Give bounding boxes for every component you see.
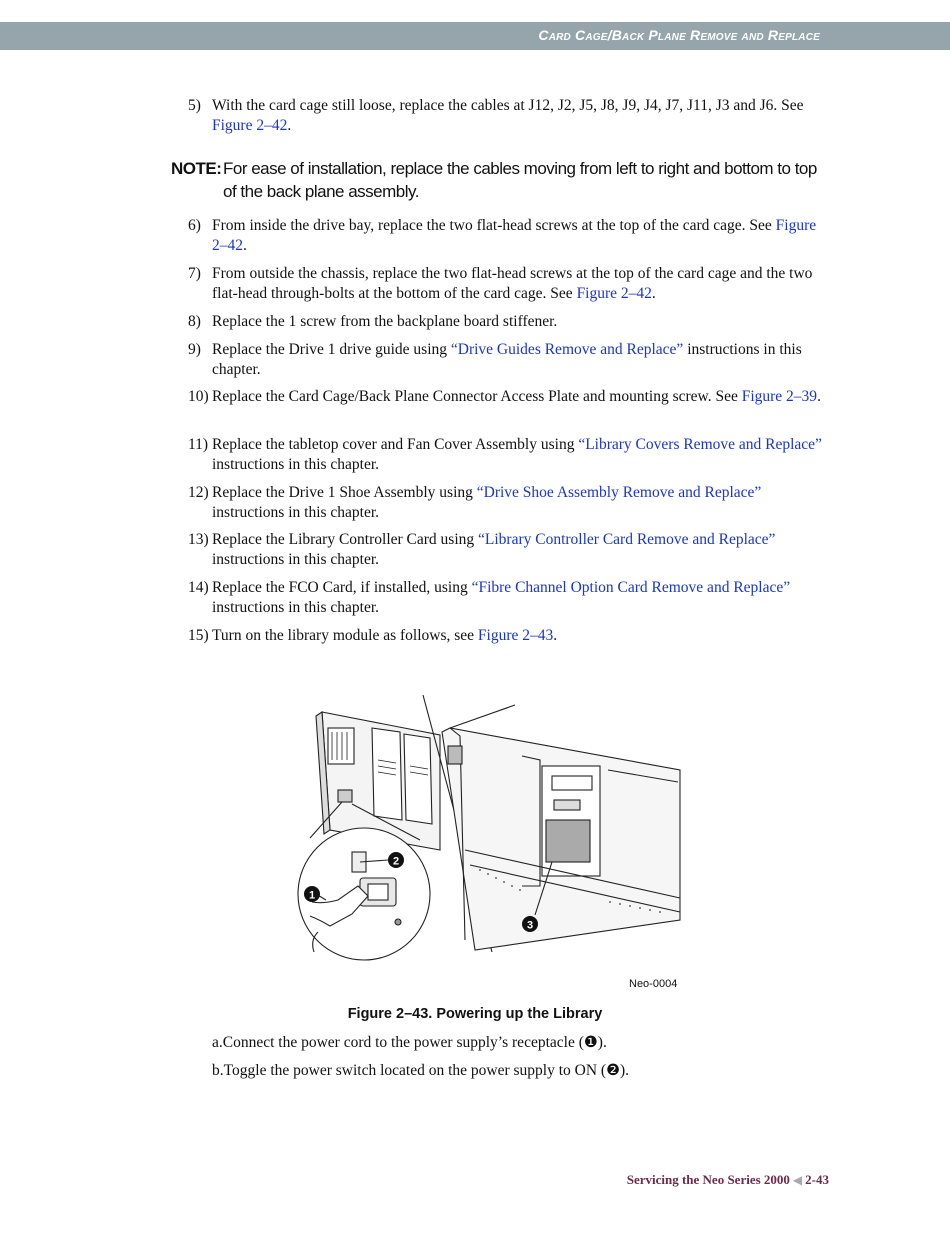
substep-a bbox=[212, 1033, 607, 1053]
step-12 bbox=[188, 483, 828, 523]
substep-text-end: ). bbox=[597, 1034, 607, 1051]
page-number: 2-43 bbox=[805, 1172, 829, 1187]
figure-2-42-link[interactable]: Figure 2–42 bbox=[576, 285, 652, 302]
figure-id: Neo-0004 bbox=[629, 978, 678, 990]
library-controller-card-link[interactable]: “Library Controller Card Remove and Replace” bbox=[478, 531, 776, 548]
step-text-end: instructions in this chapter. bbox=[212, 599, 380, 616]
step-text: Replace the 1 screw from the backplane board stiffener. bbox=[212, 313, 558, 330]
step-number: 15) bbox=[188, 627, 209, 644]
note-text: For ease of installation, replace the cables moving from left to right and bottom to top of the back plane assembly. bbox=[223, 159, 817, 201]
step-15 bbox=[188, 626, 828, 646]
step-text-end: instructions in this chapter. bbox=[212, 551, 380, 568]
footer-triangle-icon: ◀ bbox=[792, 1173, 803, 1187]
step-9 bbox=[188, 340, 828, 380]
step-number: 14) bbox=[188, 579, 209, 596]
step-number: 8) bbox=[188, 313, 201, 330]
page-footer bbox=[627, 1172, 829, 1188]
step-text: From outside the chassis, replace the two flat-head screws at the top of the card cage and the two flat-head through-bolts at the bottom of the card cage. See bbox=[212, 265, 813, 302]
note-label: NOTE: bbox=[171, 159, 222, 178]
step-6 bbox=[188, 216, 828, 256]
callout-mark-1: ❶ bbox=[583, 1034, 598, 1051]
step-number: 9) bbox=[188, 341, 201, 358]
library-covers-link[interactable]: “Library Covers Remove and Replace” bbox=[578, 436, 822, 453]
step-text-end: . bbox=[817, 388, 821, 405]
step-11 bbox=[188, 435, 828, 475]
step-text: Replace the Library Controller Card using bbox=[212, 531, 479, 548]
step-8 bbox=[188, 312, 828, 332]
step-text-end: . bbox=[243, 237, 247, 254]
step-text: Replace the tabletop cover and Fan Cover Assembly using bbox=[212, 436, 579, 453]
step-text: Turn on the library module as follows, see bbox=[212, 627, 478, 644]
step-10 bbox=[188, 387, 828, 407]
footer-title: Servicing the Neo Series 2000 bbox=[626, 1172, 790, 1187]
step-text: With the card cage still loose, replace the cables at J12, J2, J5, J8, J9, J4, J7, J11, J3 and J6. See bbox=[212, 97, 804, 114]
callout-1 bbox=[304, 886, 320, 902]
step-number: 12) bbox=[188, 484, 209, 501]
step-text: From inside the drive bay, replace the two flat-head screws at the top of the card cage. See bbox=[212, 217, 776, 234]
figure-2-42-link[interactable]: Figure 2–42 bbox=[212, 117, 288, 134]
header-title: Card Cage/Back Plane Remove and Replace bbox=[538, 27, 820, 43]
drive-shoe-link[interactable]: “Drive Shoe Assembly Remove and Replace” bbox=[476, 484, 762, 501]
step-number: 13) bbox=[188, 531, 209, 548]
callout-mark-2: ❷ bbox=[606, 1062, 620, 1079]
step-7 bbox=[188, 264, 828, 304]
drive-guides-link[interactable]: “Drive Guides Remove and Replace” bbox=[450, 341, 684, 358]
callout-2 bbox=[388, 852, 404, 868]
step-text-end: instructions in this chapter. bbox=[212, 341, 802, 378]
fibre-channel-card-link[interactable]: “Fibre Channel Option Card Remove and Replace” bbox=[471, 579, 791, 596]
step-14 bbox=[188, 578, 828, 618]
substep-text-end: ). bbox=[619, 1062, 630, 1079]
figure-2-42-link[interactable]: Figure 2–42 bbox=[212, 217, 817, 254]
step-text-end: . bbox=[287, 117, 292, 134]
running-header bbox=[0, 22, 950, 50]
substep-text: a.Connect the power cord to the power supply’s receptacle ( bbox=[212, 1034, 584, 1051]
figure-2-39-link[interactable]: Figure 2–39 bbox=[741, 388, 818, 405]
step-number: 11) bbox=[188, 436, 209, 453]
step-number: 10) bbox=[188, 388, 209, 405]
neo-series-badge: Neo Series bbox=[558, 813, 584, 819]
step-text-end: instructions in this chapter. bbox=[212, 504, 380, 521]
svg-text:1: 1 bbox=[308, 889, 316, 902]
step-text: Replace the Drive 1 drive guide using bbox=[212, 341, 451, 358]
step-text-end: instructions in this chapter. bbox=[212, 456, 380, 473]
svg-text:2: 2 bbox=[392, 855, 400, 868]
step-5 bbox=[188, 96, 828, 136]
figure-2-43-link[interactable]: Figure 2–43 bbox=[477, 627, 554, 644]
step-text: Replace the Card Cage/Back Plane Connector Access Plate and mounting screw. See bbox=[212, 388, 742, 405]
step-text: Replace the FCO Card, if installed, using bbox=[212, 579, 472, 596]
callout-3 bbox=[522, 916, 538, 932]
step-text-end: . bbox=[651, 285, 656, 302]
step-text-end: . bbox=[553, 627, 558, 644]
note-box bbox=[171, 157, 831, 203]
svg-text:3: 3 bbox=[526, 919, 534, 932]
library-power-up-illustration bbox=[290, 690, 690, 990]
figure-caption: Figure 2–43. Powering up the Library bbox=[347, 1006, 603, 1022]
step-number: 6) bbox=[188, 217, 201, 234]
substep-b bbox=[212, 1061, 629, 1081]
step-13 bbox=[188, 530, 828, 570]
step-text: Replace the Drive 1 Shoe Assembly using bbox=[212, 484, 477, 501]
step-number: 7) bbox=[188, 265, 201, 282]
substep-text: b.Toggle the power switch located on the power supply to ON ( bbox=[212, 1062, 607, 1079]
step-number: 5) bbox=[188, 97, 201, 114]
